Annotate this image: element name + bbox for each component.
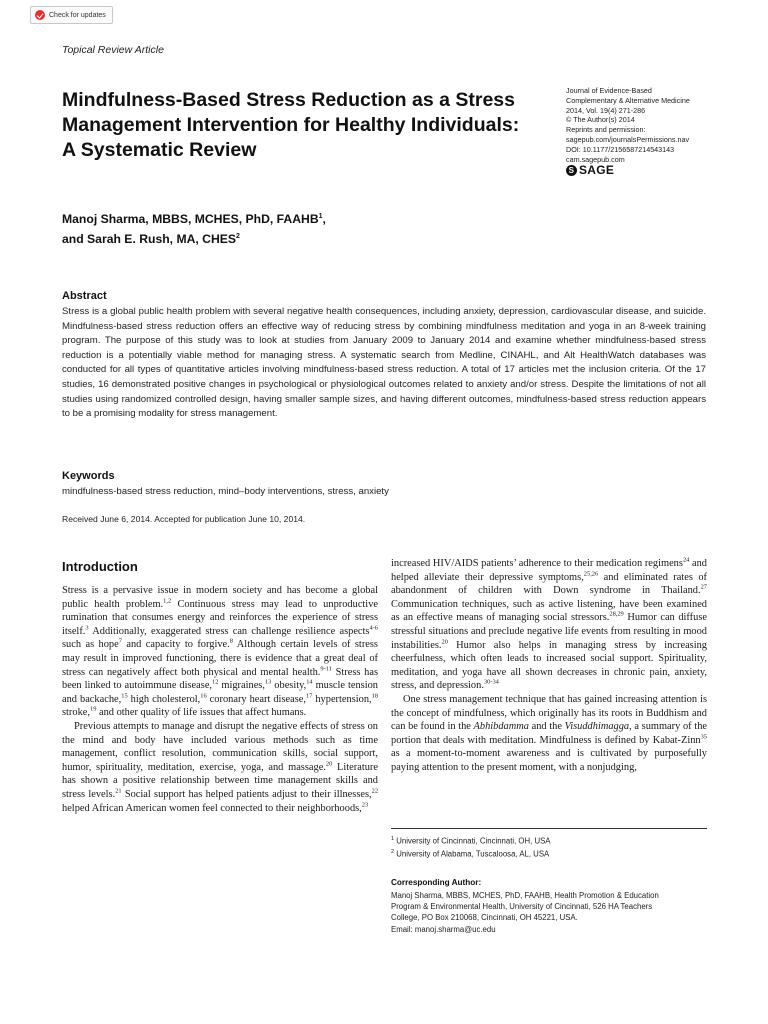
- corresponding-line: College, PO Box 210068, Cincinnati, OH 45221, USA.: [391, 913, 578, 923]
- author-affiliation-mark: 2: [236, 233, 240, 241]
- citation-ref: 30-34: [483, 678, 499, 686]
- article-title: Mindfulness-Based Stress Reduction as a Stress Management Intervention for Healthy Individuals: A Systematic Review: [62, 89, 520, 161]
- author-affiliation-mark: 1: [318, 213, 323, 220]
- citation-ref: 7: [118, 637, 122, 645]
- journal-info-line: DOI: 10.1177/2156587214543143: [566, 144, 675, 154]
- citation-ref: 23: [361, 801, 369, 809]
- footnote-text: University of Alabama, Tuscaloosa, AL, USA: [396, 849, 550, 859]
- citation-ref: 3: [85, 624, 89, 632]
- text-run: and helped alleviate their depressive symptoms,: [391, 558, 707, 583]
- publisher-name: SAGE: [579, 163, 615, 177]
- citation-ref: 19: [90, 705, 97, 713]
- citation-ref: 16: [200, 692, 207, 700]
- text-run: increased HIV/AIDS patients’ adherence to their medication regimens: [391, 558, 683, 569]
- text-run: Humor can diffuse stressful situations and preclude negative life events from resulting in mood instabilities.: [391, 612, 707, 651]
- body-column-left: [62, 584, 378, 815]
- text-run: muscle tension and backache,: [62, 680, 378, 705]
- keywords-text: mindfulness-based stress reduction, mind–body interventions, stress, anxiety: [62, 486, 389, 497]
- footnote-number: 1: [391, 836, 395, 842]
- text-run: Continuous stress may lead to unproductive rumination that consumes energy and reinforces the experience of stress itself.: [62, 598, 379, 637]
- citation-ref: 17: [305, 692, 313, 700]
- text-run: Humor also helps in managing stress by increasing cheerfulness, which often leads to increased social support. Spirituality, meditation, and yoga have all shown decreases in chronic pain, anxiety, stress, and depression.: [391, 639, 707, 692]
- corresponding-line: Program & Environmental Health, University of Cincinnati, 526 HA Teachers: [391, 902, 653, 912]
- text-run: , a summary of the portion that deals with meditation. Mindfulness is defined by Kabat-Zinn: [391, 721, 707, 746]
- citation-ref: 8: [229, 637, 233, 645]
- text-run: Additionally, exaggerated stress can challenge resilience aspects: [88, 625, 370, 637]
- text-run: coronary heart disease,: [206, 693, 306, 705]
- footnote-divider: [391, 828, 707, 829]
- citation-ref: 18: [371, 692, 379, 700]
- author-line-1: [62, 208, 326, 228]
- keywords-heading: Keywords: [62, 470, 115, 482]
- corresponding-author-heading: Corresponding Author:: [391, 878, 482, 887]
- italic-term: Abhibdamma: [473, 721, 529, 733]
- abstract-text: Stress is a global public health problem with several negative health consequences, including anxiety, depression, cardiovascular disease, and suicide. Mindfulness-based stress reduction offers an effective way of reducing stress by combining mindfulness meditation and yoga in an 8-week training program. The purpose of this study was to look at studies from January 2009 to January 2014 and examine whether mindfulness-based stress reduction is a potentially viable method for managing stress. A systematic search from Medline, CINAHL, and Alt HealthWatch databases was conducted for all types of quantitative articles involving mindfulness-based stress reduction. A total of 17 articles met the inclusion criteria. Of the 17 studies, 16 demonstrated positive changes in psychological or physiological outcomes related to anxiety and/or stress. Despite the limitations of not all studies using randomized controlled design, having smaller sample sizes, and having different outcomes, mindfulness-based stress reduction appears to be a promising modality for stress management.: [62, 306, 706, 420]
- text-run: Literature has shown a positive relationship between time management skills and stress levels.: [62, 761, 379, 800]
- citation-ref: 13: [264, 678, 272, 686]
- citation-ref: 35: [700, 733, 707, 741]
- citation-ref: 14: [306, 678, 313, 686]
- intro-paragraph-2-continued: [391, 557, 707, 693]
- text-run: and capacity to forgive.: [121, 639, 230, 651]
- journal-info-line: Reprints and permission:: [566, 125, 646, 135]
- introduction-heading: Introduction: [62, 559, 138, 574]
- footnote-number: 2: [391, 849, 395, 855]
- footnote-affiliation-1: [391, 836, 551, 846]
- author-name: Manoj Sharma, MBBS, MCHES, PhD, FAAHB: [62, 212, 319, 227]
- corresponding-author-details: [391, 890, 711, 935]
- citation-ref: 1,2: [163, 597, 172, 605]
- text-run: such as hope: [62, 639, 119, 651]
- journal-info-line: 2014, Vol. 19(4) 271-286: [566, 105, 646, 115]
- journal-info-line: Complementary & Alternative Medicine: [566, 95, 690, 105]
- text-run: One stress management technique that has gained increasing attention is the concept of mindfulness, which originally has its roots in Buddhism and can be found in the: [391, 693, 707, 733]
- journal-info-line: © The Author(s) 2014: [566, 115, 635, 125]
- journal-info: [566, 86, 756, 164]
- check-for-updates-badge[interactable]: [30, 6, 113, 24]
- corresponding-email[interactable]: Email: manoj.sharma@uc.edu: [391, 924, 496, 934]
- footnote-affiliation-2: [391, 849, 549, 859]
- body-column-right: [391, 557, 707, 775]
- text-run: and the: [528, 721, 565, 733]
- citation-ref: 27: [700, 583, 707, 591]
- text-run: stroke,: [62, 707, 90, 719]
- intro-paragraph-3: [391, 693, 707, 775]
- citation-ref: 21: [115, 787, 122, 795]
- journal-info-line: sagepub.com/journalsPermissions.nav: [566, 134, 690, 144]
- journal-info-line: cam.sagepub.com: [566, 154, 625, 164]
- citation-ref: 20: [441, 638, 448, 646]
- intro-paragraph-1: [62, 584, 378, 720]
- text-run: hypertension,: [312, 693, 372, 705]
- text-run: Social support has helped patients adjust to their illnesses,: [121, 788, 372, 800]
- citation-ref: 4-6: [369, 624, 378, 632]
- italic-term: Visuddhimagga: [564, 721, 630, 733]
- text-run: helped African American women feel connected to their neighborhoods,: [62, 802, 362, 814]
- text-run: and other quality of life issues that affect humans.: [96, 707, 307, 719]
- author-line-2: [62, 228, 326, 248]
- text-run: Previous attempts to manage and disrupt the negative effects of stress on the mind and body have included various methods such as time management, conflict resolution, communication skills, social support, humor, spirituality, meditation, exercise, yoga, and massage.: [62, 720, 378, 773]
- text-run: as a moment-to-moment awareness and is cultivated by purposefully paying attention to the present moment, with a nonjudging,: [391, 748, 707, 773]
- text-run: Stress is a pervasive issue in modern society and has become a global public health problem.: [62, 585, 378, 610]
- citation-ref: 22: [371, 787, 379, 795]
- received-date: Received June 6, 2014. Accepted for publication June 10, 2014.: [62, 514, 306, 524]
- citation-ref: 28,29: [609, 610, 624, 618]
- citation-ref: 9-11: [320, 665, 332, 673]
- citation-ref: 12: [212, 678, 219, 686]
- author-separator: ,: [322, 212, 326, 227]
- check-updates-icon: [35, 10, 45, 20]
- text-run: Stress has been linked to autoimmune disease,: [62, 666, 378, 692]
- author-list: [62, 208, 326, 248]
- abstract-heading: Abstract: [62, 290, 107, 302]
- text-run: Although certain levels of stress may result in improved functioning, there is evidence that a great deal of stress can negatively affect both physical and mental health.: [62, 639, 378, 678]
- sage-logo-icon: S: [566, 165, 577, 176]
- text-run: obesity,: [271, 680, 307, 692]
- text-run: migraines,: [218, 680, 265, 692]
- text-run: Communication techniques, such as active listening, have been examined as an effective means of managing social stressors.: [391, 598, 707, 624]
- citation-ref: 15: [121, 692, 128, 700]
- text-run: high cholesterol,: [127, 693, 201, 705]
- citation-ref: 25,26: [583, 570, 599, 578]
- article-type: Topical Review Article: [62, 44, 164, 56]
- publisher-logo: [566, 163, 614, 177]
- footnote-text: University of Cincinnati, Cincinnati, OH, USA: [396, 836, 551, 846]
- corresponding-line: Manoj Sharma, MBBS, MCHES, PhD, FAAHB, Health Promotion & Education: [391, 891, 659, 900]
- journal-info-line: Journal of Evidence-Based: [566, 86, 652, 95]
- citation-ref: 20: [325, 760, 333, 768]
- text-run: and eliminated rates of abandonment of children with Down syndrome in Thailand.: [391, 571, 707, 597]
- author-name: and Sarah E. Rush, MA, CHES: [62, 232, 237, 247]
- intro-paragraph-2: [62, 720, 378, 815]
- citation-ref: 24: [682, 556, 690, 564]
- check-for-updates-label: Check for updates: [49, 11, 106, 19]
